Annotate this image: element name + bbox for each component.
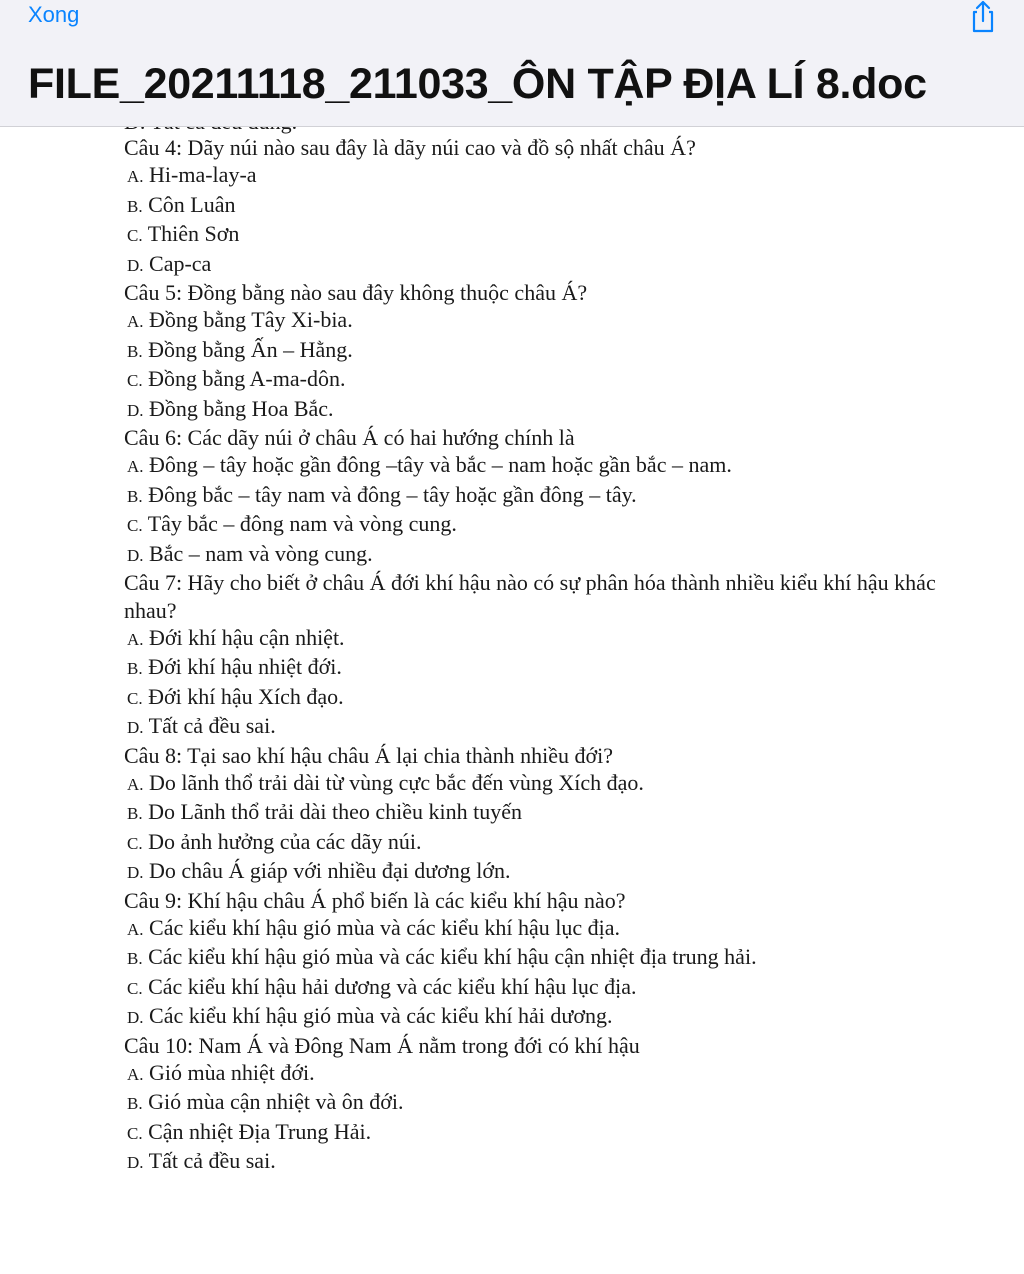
option-text: Đông bắc – tây nam và đông – tây hoặc gần đông – tây. bbox=[148, 481, 637, 507]
document-title: FILE_20211118_211033_ÔN TẬP ĐỊA LÍ 8.doc bbox=[28, 60, 927, 108]
option-text: Thiên Sơn bbox=[147, 221, 240, 247]
question-block bbox=[124, 742, 984, 887]
option-letter: A. bbox=[127, 1065, 144, 1084]
answer-option bbox=[124, 1088, 984, 1117]
question-block bbox=[124, 887, 984, 1032]
option-letter: B. bbox=[127, 949, 143, 969]
question-text: Câu 5: Đồng bằng nào sau đây không thuộc châu Á? bbox=[124, 280, 588, 306]
option-text: Các kiểu khí hậu gió mùa và các kiểu khí hậu lục địa. bbox=[149, 914, 621, 940]
option-text: Đồng bằng Ấn – Hằng. bbox=[148, 336, 353, 362]
option-letter: A. bbox=[127, 919, 144, 939]
answer-option bbox=[124, 798, 984, 827]
option-letter: D. bbox=[127, 863, 144, 883]
option-letter: D. bbox=[127, 400, 144, 420]
question-block bbox=[124, 134, 984, 279]
answer-option bbox=[124, 653, 984, 682]
option-letter: D. bbox=[127, 1008, 144, 1028]
answer-option bbox=[124, 451, 984, 480]
option-letter: B. bbox=[127, 1094, 143, 1114]
option-text: Các kiểu khí hậu gió mùa và các kiểu khí hải dương. bbox=[149, 1003, 613, 1029]
answer-option bbox=[124, 250, 984, 279]
option-letter: C. bbox=[127, 1123, 143, 1143]
answer-option bbox=[124, 306, 984, 335]
option-letter: A. bbox=[127, 774, 144, 794]
question-text: Câu 6: Các dãy núi ở châu Á có hai hướng chính là bbox=[124, 425, 575, 451]
answer-option bbox=[124, 395, 984, 424]
option-text: Bắc – nam và vòng cung. bbox=[149, 540, 373, 566]
option-text: Đới khí hậu Xích đạo. bbox=[148, 683, 344, 709]
option-text: Côn Luân bbox=[148, 191, 236, 217]
question-block bbox=[124, 279, 984, 424]
option-text: Các kiểu khí hậu gió mùa và các kiểu khí hậu cận nhiệt địa trung hải. bbox=[148, 944, 757, 970]
option-letter: C. bbox=[127, 371, 143, 391]
option-letter: C. bbox=[127, 226, 143, 246]
answer-option bbox=[124, 828, 984, 857]
option-letter: C. bbox=[127, 978, 143, 998]
option-letter: C. bbox=[127, 833, 143, 853]
question-text: Câu 10: Nam Á và Đông Nam Á nằm trong đới có khí hậu bbox=[124, 1032, 640, 1058]
option-letter: D. bbox=[127, 1153, 144, 1173]
answer-option bbox=[124, 481, 984, 510]
answer-option bbox=[124, 914, 984, 943]
option-text: Do châu Á giáp với nhiều đại dương lớn. bbox=[149, 858, 511, 884]
option-letter: C. bbox=[127, 688, 143, 708]
answer-option bbox=[124, 624, 984, 653]
option-letter: B. bbox=[127, 341, 143, 361]
option-text: Đồng bằng Tây Xi-bia. bbox=[149, 307, 353, 333]
question-text: Câu 4: Dãy núi nào sau đây là dãy núi cao và đồ sộ nhất châu Á? bbox=[124, 135, 696, 160]
option-text: Do ảnh hưởng của các dãy núi. bbox=[148, 828, 422, 854]
option-text: Hi-ma-lay-a bbox=[149, 162, 257, 188]
answer-option bbox=[124, 540, 984, 569]
option-letter: B. bbox=[127, 659, 143, 679]
option-text: Cận nhiệt Địa Trung Hải. bbox=[148, 1118, 372, 1144]
option-letter: A. bbox=[127, 629, 144, 649]
answer-option bbox=[124, 365, 984, 394]
question-block bbox=[124, 569, 984, 741]
answer-option bbox=[124, 857, 984, 886]
answer-option bbox=[124, 769, 984, 798]
answer-option bbox=[124, 336, 984, 365]
option-letter: D. bbox=[127, 718, 144, 738]
option-text: Đông – tây hoặc gần đông –tây và bắc – nam hoặc gần bắc – nam. bbox=[149, 452, 732, 478]
option-text: Tây bắc – đông nam và vòng cung. bbox=[147, 511, 457, 537]
question-text: Câu 8: Tại sao khí hậu châu Á lại chia thành nhiều đới? bbox=[124, 742, 613, 768]
answer-option bbox=[124, 1059, 984, 1088]
option-text: Cap-ca bbox=[149, 250, 212, 276]
answer-option bbox=[124, 973, 984, 1002]
option-text: Tất cả đều sai. bbox=[148, 713, 276, 739]
option-text: Tất cả đều sai. bbox=[148, 1148, 276, 1174]
option-letter: D. bbox=[127, 255, 144, 275]
share-icon[interactable] bbox=[966, 0, 1000, 34]
answer-option bbox=[124, 683, 984, 712]
answer-option bbox=[124, 220, 984, 249]
answer-option bbox=[124, 943, 984, 972]
done-button[interactable]: Xong bbox=[28, 2, 80, 27]
question-text: Câu 7: Hãy cho biết ở châu Á đới khí hậu nào có sự phân hóa thành nhiều kiểu khí hậu khác nhau? bbox=[124, 570, 936, 623]
option-letter: A. bbox=[127, 167, 144, 187]
answer-option bbox=[124, 161, 984, 190]
answer-option bbox=[124, 1002, 984, 1031]
option-letter: B. bbox=[127, 804, 143, 824]
option-text: Đồng bằng A-ma-dôn. bbox=[148, 366, 346, 392]
option-text: Gió mùa nhiệt đới. bbox=[149, 1060, 315, 1085]
option-text: Đới khí hậu nhiệt đới. bbox=[148, 654, 342, 680]
option-text: Do lãnh thổ trải dài từ vùng cực bắc đến vùng Xích đạo. bbox=[149, 769, 644, 795]
option-letter: D. bbox=[127, 545, 144, 565]
question-text: Câu 9: Khí hậu châu Á phổ biến là các kiểu khí hậu nào? bbox=[124, 887, 626, 913]
option-letter: A. bbox=[127, 457, 144, 477]
option-letter: A. bbox=[127, 312, 144, 332]
answer-option bbox=[124, 1147, 984, 1176]
option-letter: B. bbox=[127, 486, 143, 506]
option-text: Đồng bằng Hoa Bắc. bbox=[149, 395, 334, 421]
question-block bbox=[124, 424, 984, 569]
answer-option bbox=[124, 1118, 984, 1147]
option-text: Do Lãnh thổ trải dài theo chiều kinh tuyến bbox=[148, 799, 522, 825]
option-text: Các kiểu khí hậu hải dương và các kiểu khí hậu lục địa. bbox=[148, 973, 637, 999]
option-letter: C. bbox=[127, 516, 143, 536]
question-block bbox=[124, 1032, 984, 1177]
option-letter: B. bbox=[127, 196, 143, 216]
answer-option bbox=[124, 712, 984, 741]
answer-option bbox=[124, 191, 984, 220]
answer-option bbox=[124, 510, 984, 539]
document-page[interactable] bbox=[124, 110, 984, 1177]
option-text: Đới khí hậu cận nhiệt. bbox=[149, 624, 345, 650]
option-text: Gió mùa cận nhiệt và ôn đới. bbox=[148, 1089, 404, 1115]
viewer-header bbox=[0, 0, 1024, 127]
